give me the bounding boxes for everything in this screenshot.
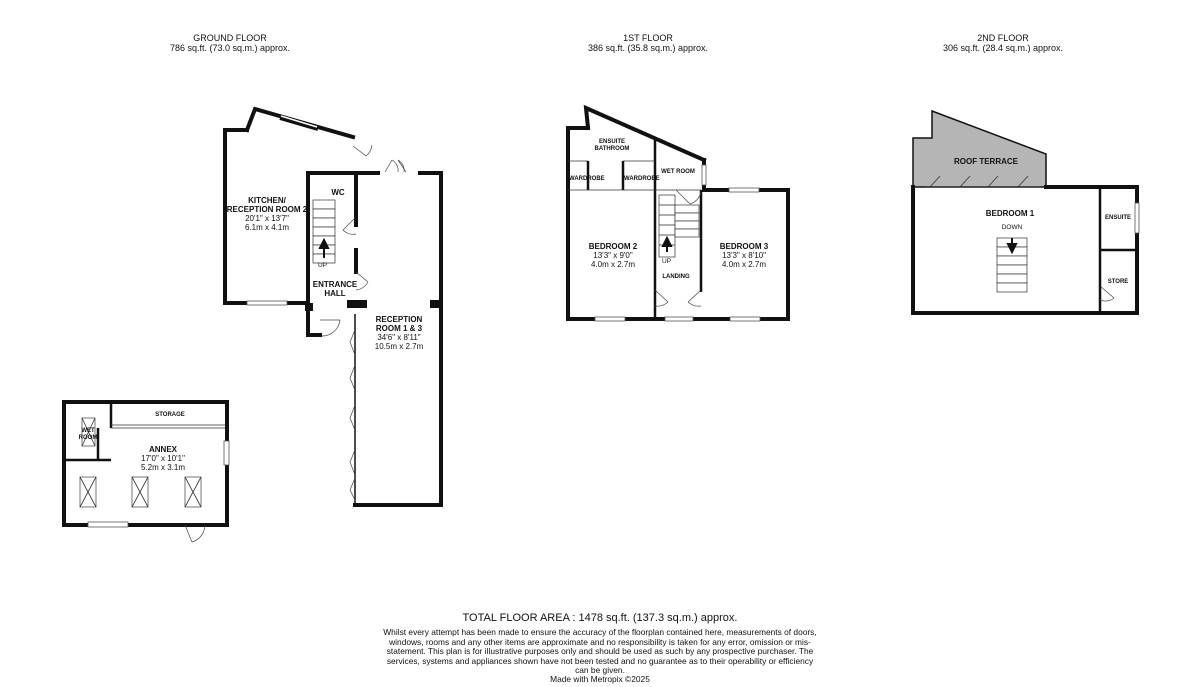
room-reception-imperial: 34'6" x 8'11" — [377, 333, 421, 342]
room-ensuite-bathroom-name-2: BATHROOM — [594, 146, 630, 152]
room-bedroom-2-imperial: 13'3" x 9'0" — [593, 251, 633, 260]
room-annex-imperial: 17'0" x 10'1" — [141, 454, 185, 463]
room-annex-name: ANNEX — [148, 445, 177, 454]
first-stairs-label: UP — [662, 258, 672, 265]
room-wardrobe-right: WARDROBE — [624, 176, 660, 182]
room-wc: WC — [331, 188, 345, 197]
room-store: STORE — [1107, 279, 1129, 285]
ground-floor-plan — [225, 109, 441, 505]
room-kitchen-metric: 6.1m x 4.1m — [244, 223, 289, 232]
room-kitchen — [222, 196, 312, 232]
room-kitchen-imperial: 20'1" x 13'7" — [245, 214, 289, 223]
room-reception-name: RECEPTION — [375, 315, 423, 324]
made-with-credit: Made with Metropix ©2025 — [550, 674, 650, 684]
room-storage: STORAGE — [155, 412, 185, 418]
room-bedroom-2 — [578, 242, 648, 269]
room-bedroom-2-metric: 4.0m x 2.7m — [590, 260, 635, 269]
room-reception-name-2: ROOM 1 & 3 — [375, 324, 423, 333]
room-landing: LANDING — [662, 274, 690, 280]
second-floor-title: 2ND FLOOR — [977, 33, 1029, 43]
room-entrance-hall — [308, 280, 362, 298]
room-annex-wet-name: WET — [81, 428, 95, 434]
first-stairs — [659, 195, 699, 257]
room-ensuite: ENSUITE — [1104, 215, 1131, 221]
total-floor-area: TOTAL FLOOR AREA : 1478 sq.ft. (137.3 sq.m.) approx. — [462, 612, 738, 624]
room-entrance-name: ENTRANCE — [312, 280, 358, 289]
room-kitchen-name-2: RECEPTION ROOM 2 — [226, 205, 308, 214]
room-entrance-name-2: HALL — [324, 289, 346, 298]
second-floor-heading — [903, 33, 1103, 53]
room-annex — [125, 445, 201, 472]
ground-floor-title: GROUND FLOOR — [193, 33, 267, 43]
ground-stairs-label: UP — [318, 262, 328, 269]
second-floor-area: 306 sq.ft. (28.4 sq.m.) approx. — [942, 43, 1064, 53]
ground-floor-heading — [130, 33, 330, 53]
second-stairs-label: DOWN — [1001, 224, 1023, 231]
room-wardrobe-left: WARDROBE — [569, 176, 605, 182]
first-floor-heading — [548, 33, 748, 53]
room-ensuite-bathroom — [590, 139, 634, 153]
annex-plan — [64, 402, 229, 542]
room-annex-wet-name-2: ROOM — [78, 435, 98, 441]
first-floor-title: 1ST FLOOR — [623, 33, 673, 43]
room-bedroom-1: BEDROOM 1 — [985, 209, 1035, 218]
room-bedroom-3 — [708, 242, 780, 269]
room-annex-wet — [72, 428, 104, 442]
room-reception-metric: 10.5m x 2.7m — [374, 342, 424, 351]
room-bedroom-3-name: BEDROOM 3 — [719, 242, 769, 251]
room-reception — [360, 315, 438, 351]
ground-floor-area: 786 sq.ft. (73.0 sq.m.) approx. — [169, 43, 291, 53]
room-kitchen-name: KITCHEN/ — [248, 196, 286, 205]
disclaimer-text: Whilst every attempt has been made to ensure the accuracy of the floorplan contained here, measurements of doors, windows, rooms and any other items are approximate and no responsibility is taken for any error, omission or mis-statement. This plan is for illustrative purposes only and should be used as such by any prospective purchaser. The services, systems and appliances shown have not been tested and no guarantee as to their operability or efficiency can be given. — [383, 627, 817, 676]
room-bedroom-3-metric: 4.0m x 2.7m — [721, 260, 766, 269]
room-roof-terrace: ROOF TERRACE — [954, 157, 1018, 166]
room-wet-room: WET ROOM — [661, 169, 695, 175]
room-bedroom-3-imperial: 13'3" x 8'10" — [722, 251, 766, 260]
room-ensuite-bathroom-name: ENSUITE — [598, 139, 625, 145]
room-bedroom-2-name: BEDROOM 2 — [588, 242, 638, 251]
room-annex-metric: 5.2m x 3.1m — [140, 463, 185, 472]
first-floor-area: 386 sq.ft. (35.8 sq.m.) approx. — [587, 43, 709, 53]
